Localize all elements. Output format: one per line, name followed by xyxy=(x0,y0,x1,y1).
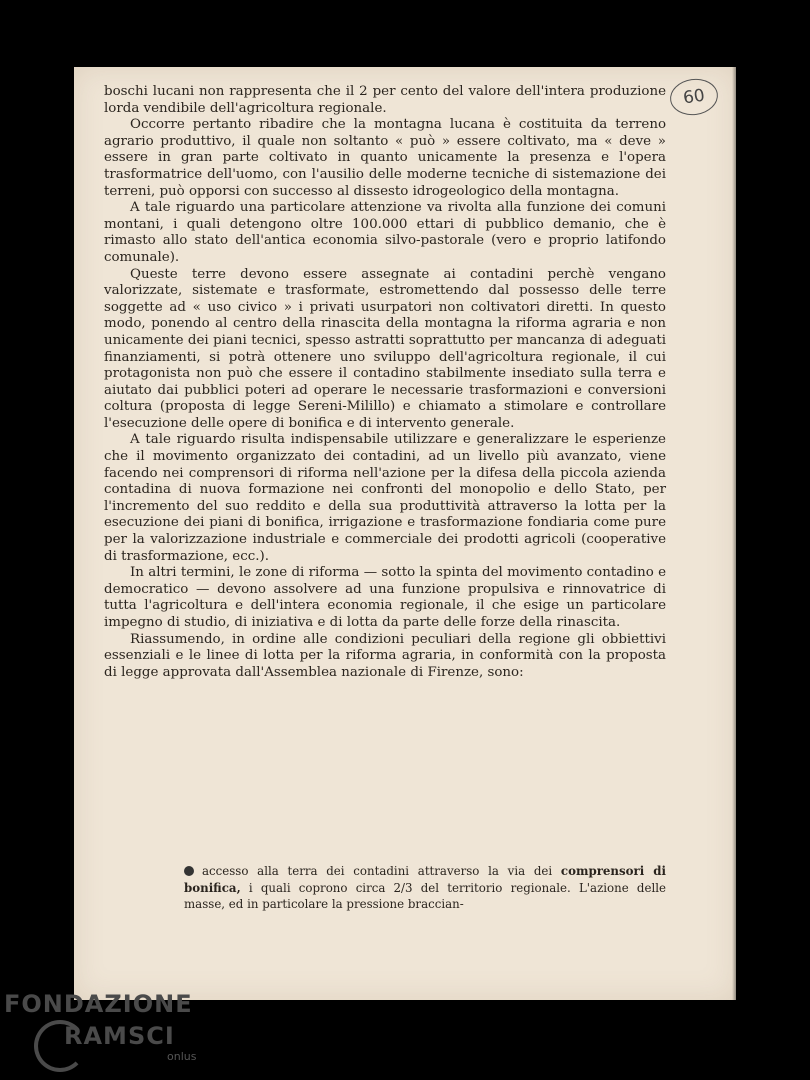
paragraph: In altri termini, le zone di riforma — sotto la spinta del movimento contadino e democratico — devono assolvere ad una funzione propulsiva e rinnovatrice di tutta l'agricoltura e dell'intera economia regionale, il che esige un particolare impegno di studio, di iniziativa e di lotta da parte delle forze della rinascita. xyxy=(104,565,666,630)
watermark-suffix: onlus xyxy=(167,1050,197,1063)
paragraph: boschi lucani non rappresenta che il 2 per cento del valore dell'intera produzione lorda vendibile dell'agricoltura regionale. xyxy=(104,84,666,116)
bullet-icon xyxy=(184,866,194,876)
paragraph: Queste terre devono essere assegnate ai contadini perchè vengano valorizzate, sistemate e trasformate, estromettendo dal possesso delle terre soggette ad « uso civico » i privati usurpatori non coltivatori diretti. In questo modo, ponendo al centro della rinascita della montagna la riforma agraria e non unicamente dei piani tecnici, spesso astratti soprattutto per mancanza di adeguati finanziamenti, si potrà ottenere uno sviluppo dell'agricoltura regionale, il cui protagonista non può che essere il contadino stabilmente insediato sulla terra e aiutato dai pubblici poteri ad operare le necessarie trasformazioni e conversioni coltura (proposta di legge Sereni-Milillo) e chiamato a stimolare e controllare l'esecuzione delle opere di bonifica e di intervento generale. xyxy=(104,266,666,431)
watermark-logo xyxy=(4,990,197,1063)
page-number: 60 xyxy=(668,76,721,118)
watermark-line2: RAMSCI xyxy=(64,1022,175,1050)
bullet-bold: comprensori di bonifica, xyxy=(184,864,667,895)
paragraph: Riassumendo, in ordine alle condizioni peculiari della regione gli obbiettivi essenziali e le linee di lotta per la riforma agraria, in conformità con la proposta di legge approvata dall'Assemblea nazionale di Firenze, sono: xyxy=(104,631,666,680)
bullet-rest: i quali coprono circa 2/3 del territorio regionale. L'azione delle masse, ed in particolare la pressione braccian- xyxy=(184,880,666,911)
bullet-lead: accesso alla terra dei contadini attraverso la via dei xyxy=(202,864,553,878)
body-text xyxy=(104,84,666,681)
bullet-item xyxy=(184,863,666,913)
paragraph: A tale riguardo risulta indispensabile utilizzare e generalizzare le esperienze che il movimento organizzato dei contadini, ad un livello più avanzato, viene facendo nei comprensori di riforma nell'azione per la difesa della piccola azienda contadina di nuova formazione nei confronti del monopolio e dello Stato, per l'incremento del suo reddito e della sua produttività attraverso la lotta per la esecuzione dei piani di bonifica, irrigazione e trasformazione fondiaria come pure per la valorizzazione industriale e commerciale dei prodotti agricoli (cooperative di trasformazione, ecc.). xyxy=(104,432,666,564)
watermark-line1: FONDAZIONE xyxy=(4,990,193,1018)
paragraph: Occorre pertanto ribadire che la montagna lucana è costituita da terreno agrario produttivo, il quale non soltanto « può » essere coltivato, ma « deve » essere in gran parte coltivato in quanto unicamente la presenza e l'opera trasformatrice dell'uomo, con l'ausilio delle moderne tecniche di sistemazione dei terreni, può opporsi con successo al dissesto idrogeologico della montagna. xyxy=(104,117,666,199)
paragraph: A tale riguardo una particolare attenzione va rivolta alla funzione dei comuni montani, i quali detengono oltre 100.000 ettari di pubblico demanio, che è rimasto allo stato dell'antica economia silvo-pastorale (vero e proprio latifondo comunale). xyxy=(104,200,666,265)
